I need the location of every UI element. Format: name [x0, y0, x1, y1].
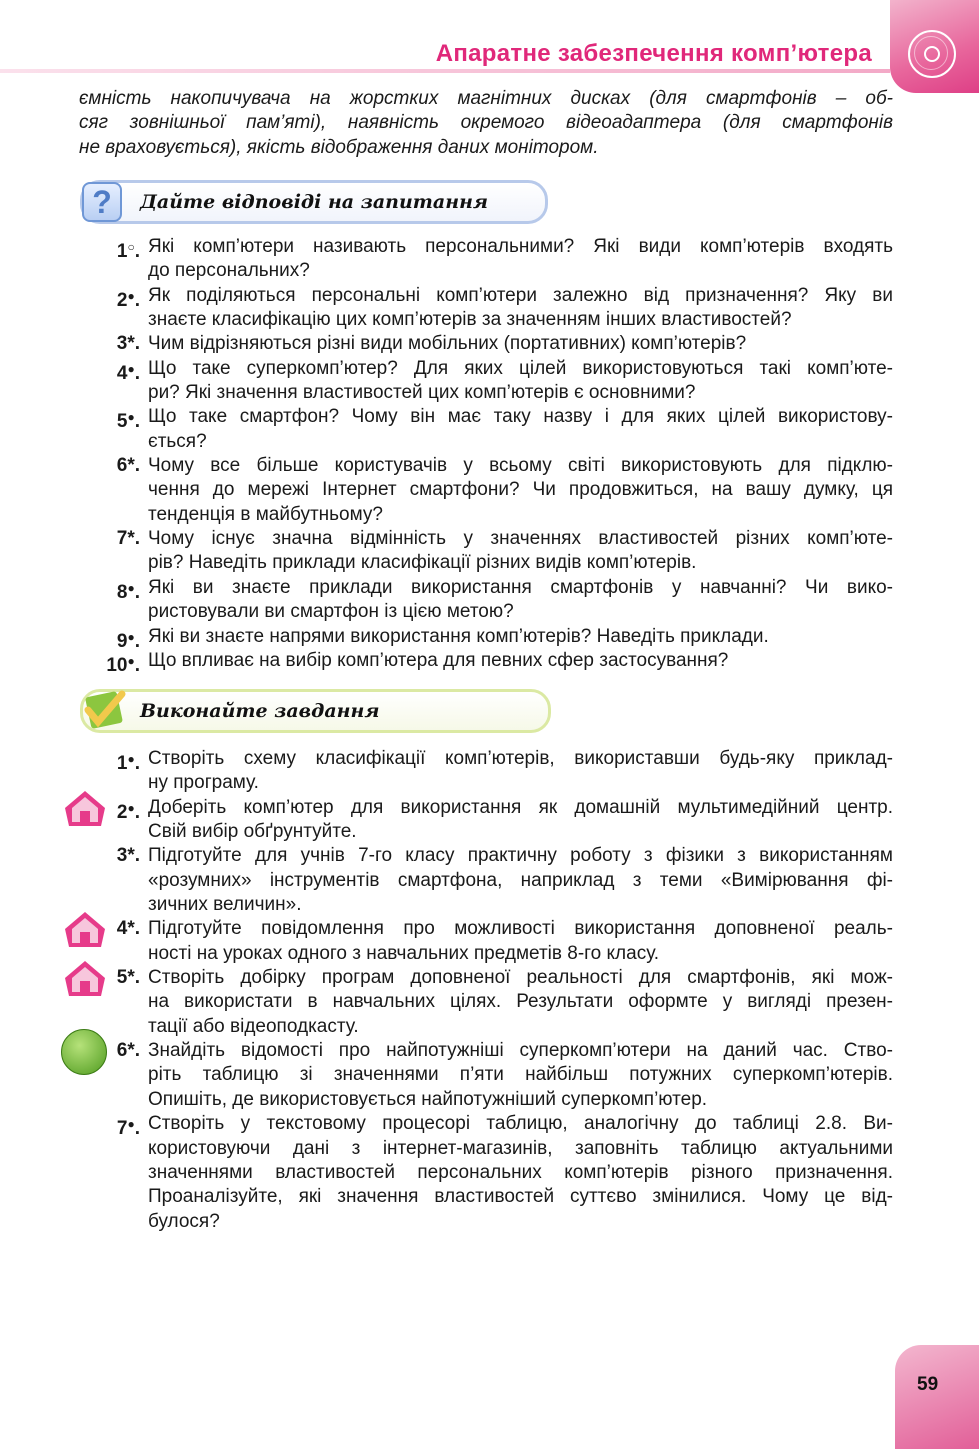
difficulty-mark: ●	[127, 653, 135, 668]
question-item	[0, 284, 979, 333]
text-line: Чим відрізняються різні види мобільних (портативних) комп’ютерів?	[148, 333, 747, 355]
text-line: до персональних?	[148, 260, 310, 282]
number: 10	[106, 654, 128, 676]
home-task-icon	[63, 788, 107, 828]
text-line: тенденція в майбутньому?	[148, 503, 383, 525]
difficulty-mark: ●	[127, 288, 135, 303]
item-text	[148, 1039, 893, 1112]
text-line: ємність накопичувача на жорстких магнітних дисках (для смартфонів – об-	[79, 88, 893, 109]
task-item	[0, 1112, 979, 1234]
number: 3	[116, 333, 128, 355]
text-line: ну програму.	[148, 772, 259, 794]
text-line: Проаналізуйте, які значення властивостей суттєво змінилися. Чому це від-	[148, 1186, 893, 1208]
text-line: Створіть схему класифікації комп’ютерів, використавши будь-яку приклад-	[148, 748, 893, 769]
number: 9	[116, 630, 128, 652]
text-line: булося?	[148, 1210, 220, 1232]
question-mark-icon: ?	[82, 182, 122, 222]
item-number: 1●.	[116, 752, 140, 774]
text-line: Свій вибір обґрунтуйте.	[148, 821, 357, 843]
text-line: ріть таблицю зі значеннями п’яти найбільш потужних суперкомп’ютерів.	[148, 1064, 893, 1086]
question-item	[0, 405, 979, 454]
text-line: рів? Наведіть приклади класифікації різних видів комп’ютерів.	[148, 552, 697, 574]
question-item	[0, 625, 979, 652]
number: 2	[116, 801, 128, 823]
question-item	[0, 576, 979, 625]
home-task-icon	[63, 909, 107, 949]
text-line: Які ви знаєте приклади використання смартфонів у навчанні? Чи вико-	[148, 576, 893, 598]
intro-paragraph	[79, 87, 893, 160]
number: 1	[116, 753, 128, 774]
item-number: 3*.	[116, 845, 140, 867]
item-text	[148, 917, 893, 966]
item-number: 4●.	[116, 361, 140, 384]
item-number: 6*.	[116, 455, 140, 477]
task-item	[0, 796, 979, 845]
number: 4	[116, 362, 128, 384]
tasks-section-header	[80, 689, 551, 733]
item-text	[148, 405, 893, 454]
tasks-section-title: Виконайте завдання	[140, 700, 380, 722]
item-text	[148, 747, 893, 796]
group-work-icon	[61, 1029, 107, 1075]
text-line: тації або відеоподкасту.	[148, 1015, 359, 1037]
text-line: ристовували ви смартфон із цією метою?	[148, 601, 514, 623]
text-line: Опишіть, де використовується найпотужніший суперкомп’ютер.	[148, 1088, 708, 1110]
text-line: Чому існує значна відмінність у значеннях властивостей різних комп’юте-	[148, 528, 893, 550]
text-line: не враховується), якість відображення даних монітором.	[79, 136, 599, 158]
difficulty-mark: ●	[127, 629, 135, 644]
item-number: 2●.	[116, 288, 140, 311]
difficulty-mark: *	[127, 455, 135, 477]
item-text	[148, 649, 893, 673]
text-line: зичних величин».	[148, 894, 302, 916]
number: 1	[116, 241, 128, 262]
text-line: ється?	[148, 430, 207, 452]
text-line: Знайдіть відомості про найпотужніші суперкомп’ютери на даний час. Ство-	[148, 1040, 893, 1062]
difficulty-mark: ●	[127, 361, 135, 376]
item-text	[148, 1112, 893, 1234]
text-line: Доберіть комп’ютер для використання як домашній мультимедійний центр.	[148, 796, 893, 818]
text-line: Чому все більше користувачів у всьому світі використовують для підклю-	[148, 455, 893, 477]
text-line: чення до мережі Інтернет смартфони? Чи продовжиться, на вашу думку, ця	[148, 479, 893, 501]
item-number: 4*.	[116, 918, 140, 940]
task-item	[0, 844, 979, 917]
number: 7	[116, 1118, 128, 1140]
difficulty-mark: *	[127, 918, 135, 940]
chapter-tab	[890, 0, 979, 93]
text-line: Як поділяються персональні комп’ютери залежно від призначення? Яку ви	[148, 284, 893, 306]
difficulty-mark: ●	[127, 800, 135, 815]
difficulty-mark: *	[127, 528, 135, 550]
task-item	[0, 966, 979, 1039]
text-line: Підготуйте повідомлення про можливості використання доповненої реаль-	[148, 918, 893, 940]
number: 5	[116, 967, 128, 989]
difficulty-mark: ●	[127, 410, 135, 425]
question-item	[0, 454, 979, 527]
item-text	[148, 527, 893, 576]
difficulty-mark: ●	[127, 580, 135, 595]
question-item	[0, 649, 979, 676]
text-line: ності на уроках одного з навчальних предметів 8-го класу.	[148, 942, 660, 964]
text-line: Що таке суперкомп’ютер? Для яких цілей використовуються такі комп’юте-	[148, 357, 893, 379]
number: 3	[116, 845, 128, 867]
item-text	[148, 576, 893, 625]
page-number: 59	[917, 1374, 939, 1395]
number: 6	[116, 455, 128, 477]
running-header-title: Апаратне забезпечення комп’ютера	[435, 40, 872, 67]
tasks-list	[0, 747, 979, 1234]
text-line: ри? Які значення властивостей цих комп’ютерів є основними?	[148, 382, 696, 404]
item-number: 9●.	[116, 629, 140, 652]
difficulty-mark: *	[127, 845, 135, 867]
number: 2	[116, 289, 128, 311]
number: 8	[116, 581, 128, 603]
question-item	[0, 357, 979, 406]
item-number: 6*.	[116, 1040, 140, 1062]
page-number-tab	[895, 1345, 979, 1449]
home-task-icon	[63, 958, 107, 998]
item-text	[148, 796, 893, 845]
item-number: 8●.	[116, 580, 140, 603]
text-line: на використати в навчальних цілях. Результати оформте у вигляді презен-	[148, 991, 893, 1013]
number: 5	[116, 411, 128, 433]
text-line: Що впливає на вибір комп’ютера для певних сфер застосування?	[148, 649, 729, 671]
question-item	[0, 235, 979, 284]
question-item	[0, 527, 979, 576]
item-number: 3*.	[116, 333, 140, 355]
item-number: 5●.	[116, 410, 140, 433]
item-number: 2●.	[116, 800, 140, 823]
header-rule	[0, 69, 890, 73]
item-text	[148, 625, 893, 649]
number: 4	[116, 918, 128, 940]
text-line: Які ви знаєте напрями використання комп’ютерів? Наведіть приклади.	[148, 625, 769, 647]
text-line: Які комп’ютери називають персональними? Які види комп’ютерів входять	[148, 236, 893, 257]
question-item	[0, 332, 979, 356]
item-number: 7*.	[116, 528, 140, 550]
difficulty-mark: ○	[127, 240, 135, 254]
item-number: 5*.	[116, 967, 140, 989]
item-text	[148, 454, 893, 527]
difficulty-mark: ●	[127, 752, 135, 766]
item-text	[148, 966, 893, 1039]
text-line: знаєте класифікацію цих комп’ютерів за значенням інших властивостей?	[148, 309, 792, 331]
item-text	[148, 235, 893, 284]
text-line: значеннями властивостей персональних комп’ютерів різного призначення.	[148, 1161, 893, 1183]
difficulty-mark: *	[127, 333, 135, 355]
text-line: Що таке смартфон? Чому він має таку назву і для яких цілей використову-	[148, 406, 893, 428]
task-item	[0, 917, 979, 966]
item-text	[148, 284, 893, 333]
number: 7	[116, 528, 128, 550]
item-text	[148, 844, 893, 917]
checkmark-icon	[82, 688, 126, 730]
task-item	[0, 1039, 979, 1112]
text-line: Підготуйте для учнів 7-го класу практичну роботу з фізики з використанням	[148, 845, 893, 867]
questions-section-title: Дайте відповіді на запитання	[140, 191, 489, 213]
text-line: сяг зовнішньої пам’яті), наявність окремого відеоадаптера (для смартфонів	[79, 112, 893, 134]
text-line: Створіть добірку програм доповненої реальності для смартфонів, які мож-	[148, 967, 893, 989]
number: 6	[116, 1040, 128, 1062]
questions-list	[0, 235, 979, 676]
questions-section-header	[80, 180, 548, 224]
item-number: 7●.	[116, 1117, 140, 1140]
item-text	[148, 357, 893, 406]
item-text	[148, 332, 893, 356]
item-number: 1○.	[116, 240, 140, 262]
text-line: «розумних» інструментів смартфона, наприклад з теми «Вимірювання фі-	[148, 869, 893, 891]
text-line: користовуючи дані з інтернет-магазинів, заповніть таблицю актуальними	[148, 1137, 893, 1159]
task-item	[0, 747, 979, 796]
difficulty-mark: *	[127, 1040, 135, 1062]
difficulty-mark: ●	[127, 1117, 135, 1132]
item-number: 10●.	[106, 653, 140, 676]
difficulty-mark: *	[127, 967, 135, 989]
text-line: Створіть у текстовому процесорі таблицю, аналогічну до таблиці 2.8. Ви-	[148, 1113, 893, 1135]
cd-icon	[908, 30, 956, 78]
